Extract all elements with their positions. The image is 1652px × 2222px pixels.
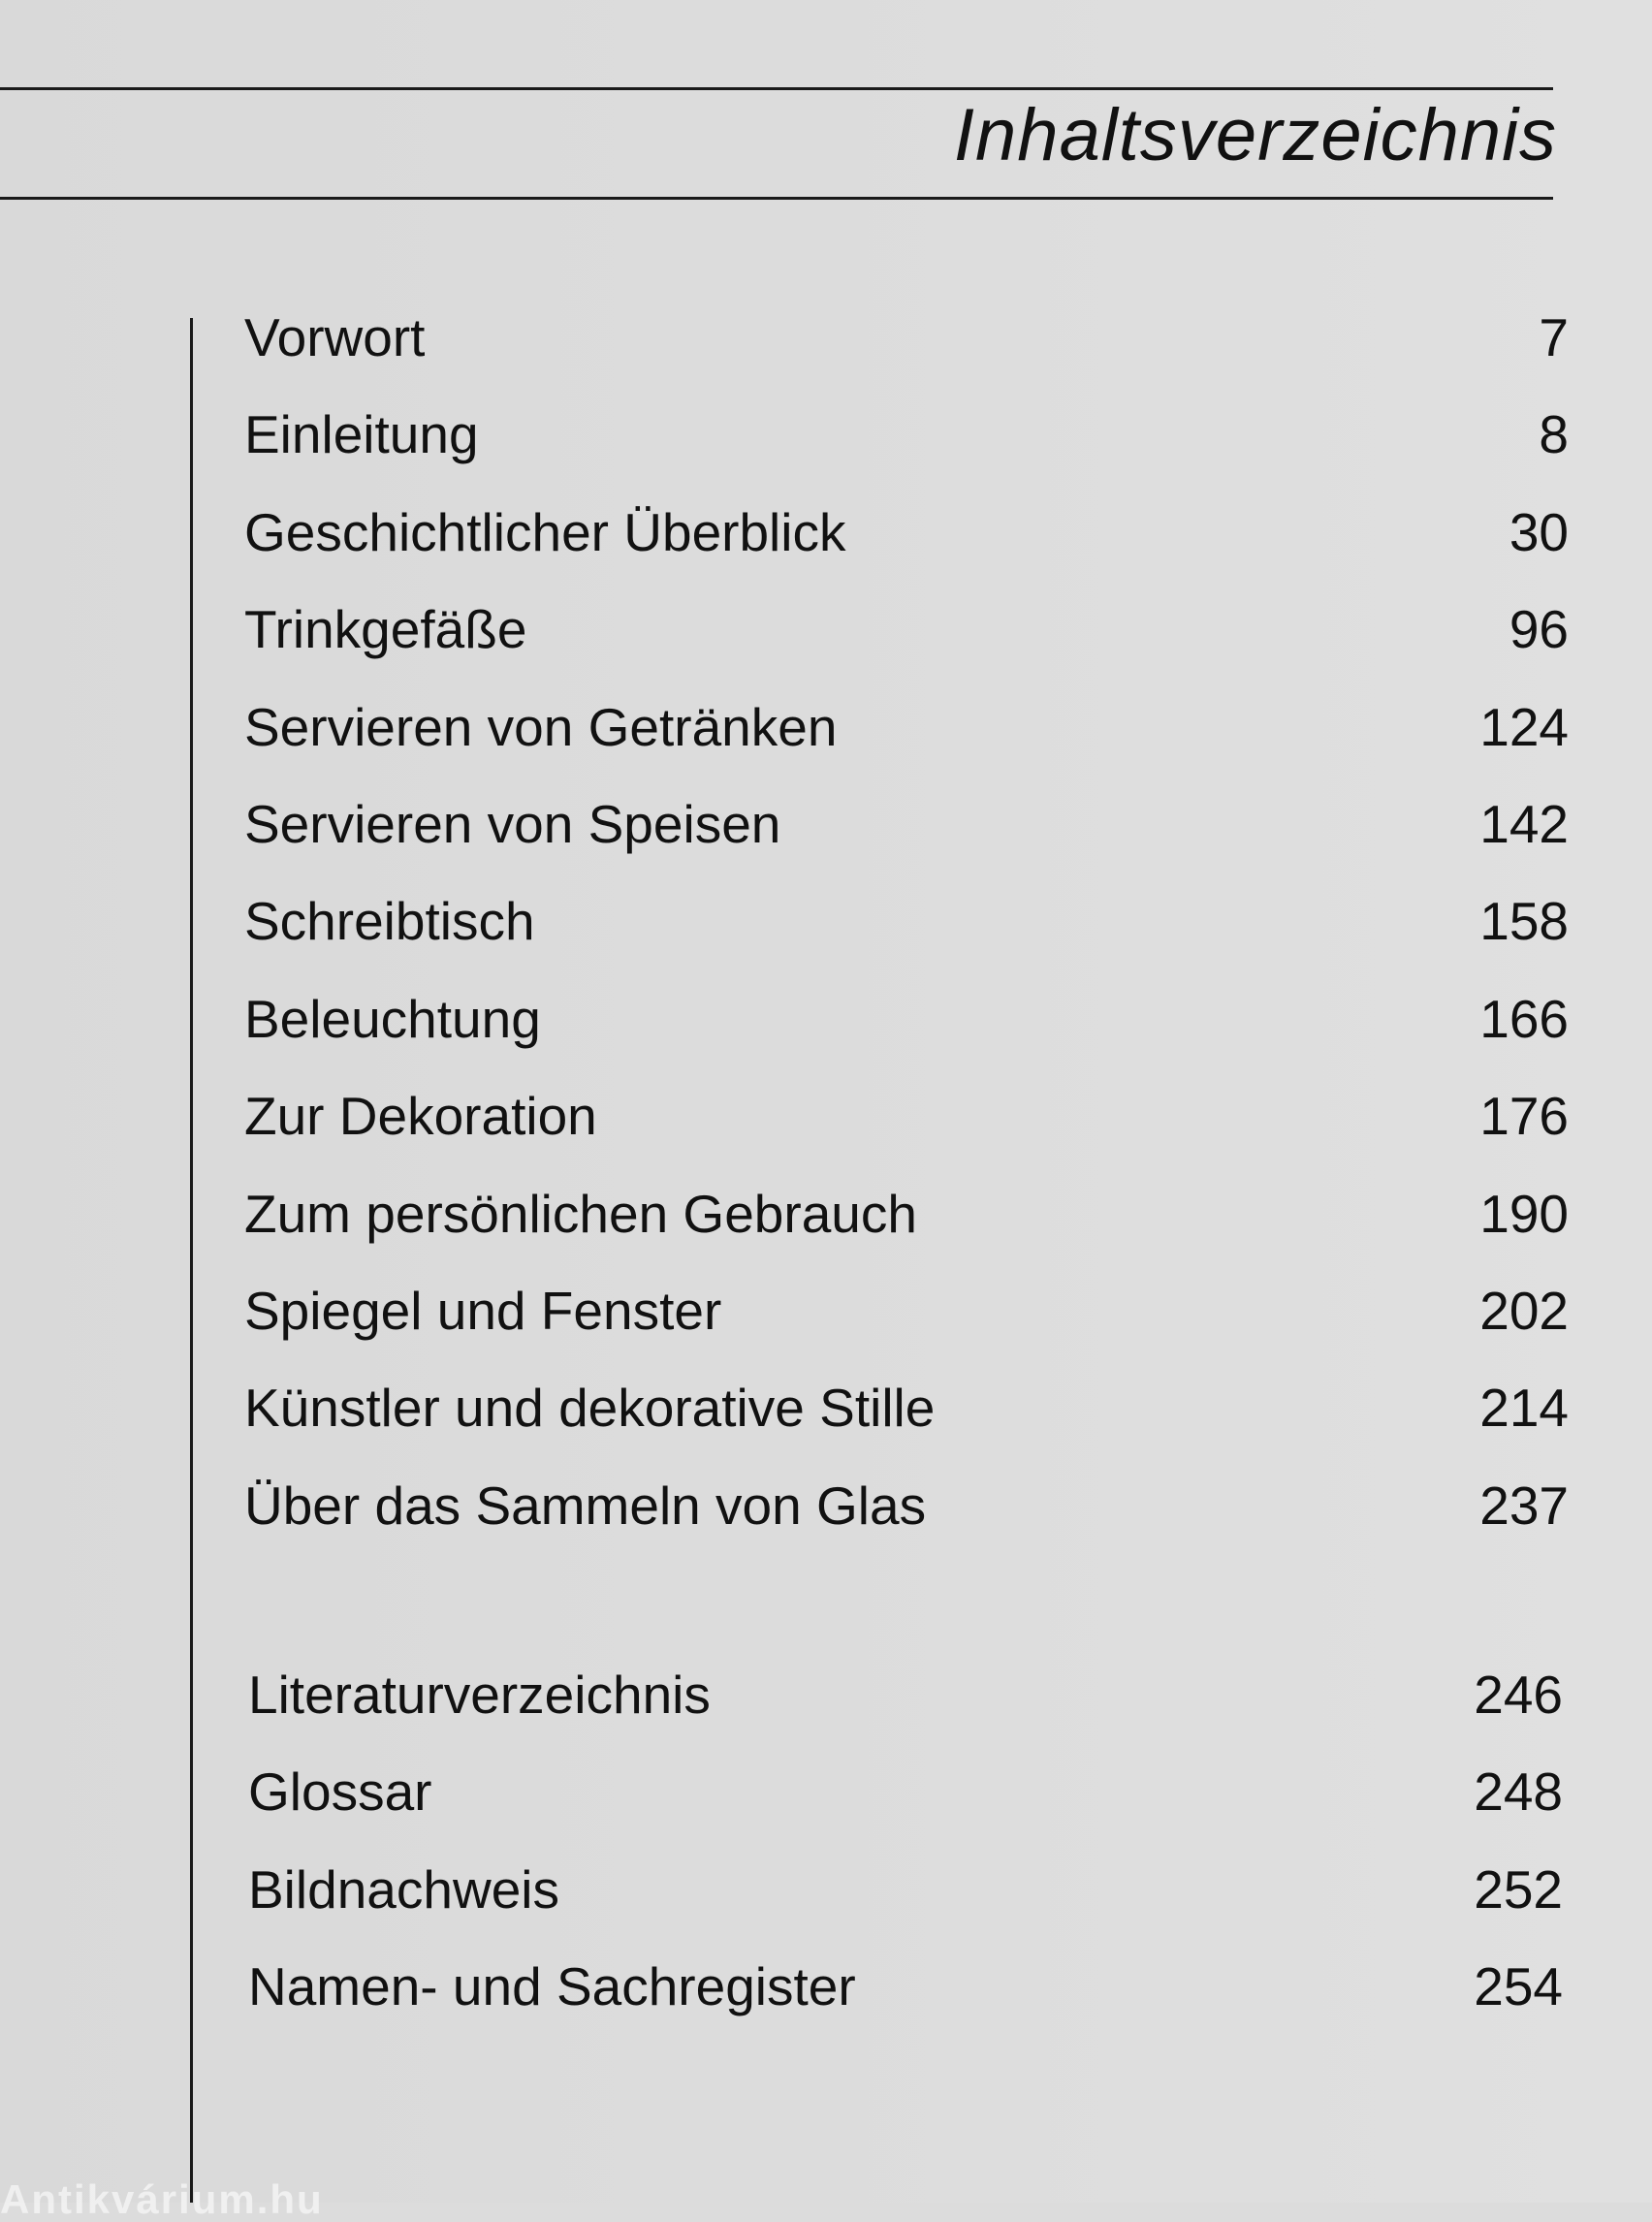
toc-entry-page: 96 <box>1509 599 1569 660</box>
appendix-entry-title: Namen- und Sachregister <box>248 1956 856 2017</box>
toc-entry-title: Vorwort <box>244 307 426 367</box>
appendix-entry-page: 246 <box>1474 1665 1563 1725</box>
appendix-entry <box>248 1853 1563 1950</box>
toc-entry <box>244 397 1569 494</box>
toc-entry-title: Geschichtlicher Überblick <box>244 501 846 562</box>
appendix-entry-page: 248 <box>1474 1762 1563 1823</box>
toc-entry-page: 7 <box>1539 307 1569 367</box>
toc-entry-page: 158 <box>1479 891 1569 952</box>
toc-entry-page: 237 <box>1479 1475 1569 1536</box>
toc-entry-title: Künstler und dekorative Stille <box>244 1378 936 1439</box>
toc-entry <box>244 592 1569 689</box>
toc-entry-page: 30 <box>1509 501 1569 562</box>
toc-entry-page: 166 <box>1479 988 1569 1049</box>
toc-entry <box>244 1371 1569 1468</box>
toc-entry-page: 142 <box>1479 793 1569 854</box>
toc-entry-title: Schreibtisch <box>244 891 535 952</box>
toc-entry-page: 124 <box>1479 696 1569 757</box>
toc-entry <box>244 495 1569 592</box>
toc-entry-title: Beleuchtung <box>244 988 541 1049</box>
toc-entry-page: 190 <box>1479 1183 1569 1244</box>
appendix-entry <box>248 1755 1563 1852</box>
watermark: Antikvárium.hu <box>0 2176 324 2222</box>
toc-entry <box>244 1469 1569 1566</box>
toc-entry-title: Über das Sammeln von Glas <box>244 1475 927 1536</box>
toc-entry <box>244 1177 1569 1274</box>
toc-entry-title: Zur Dekoration <box>244 1086 597 1147</box>
toc-entry <box>244 1079 1569 1176</box>
toc-entry-title: Spiegel und Fenster <box>244 1280 722 1341</box>
appendix-entry-page: 254 <box>1474 1956 1563 2017</box>
toc-entry-page: 8 <box>1539 404 1569 465</box>
toc-entry-page: 214 <box>1479 1378 1569 1439</box>
toc-entry <box>244 982 1569 1079</box>
toc-entry-title: Trinkgefäße <box>244 599 527 660</box>
toc-entry-title: Servieren von Getränken <box>244 696 838 757</box>
toc-entry-page: 176 <box>1479 1086 1569 1147</box>
toc-entry-page: 202 <box>1479 1280 1569 1341</box>
top-rule <box>0 87 1553 90</box>
appendix-entry-page: 252 <box>1474 1858 1563 1920</box>
appendix-list <box>248 1658 1563 2047</box>
bottom-rule <box>0 197 1553 200</box>
page-title: Inhaltsverzeichnis <box>953 94 1557 176</box>
appendix-entry-title: Bildnachweis <box>248 1858 560 1920</box>
toc-entry-title: Servieren von Speisen <box>244 793 781 854</box>
toc-entry <box>244 1274 1569 1371</box>
appendix-entry-title: Literaturverzeichnis <box>248 1665 711 1725</box>
toc-entry <box>244 301 1569 397</box>
toc-entry <box>244 690 1569 787</box>
toc-entry-title: Zum persönlichen Gebrauch <box>244 1183 917 1244</box>
toc-entry <box>244 787 1569 884</box>
toc-entry-title: Einleitung <box>244 404 479 465</box>
appendix-entry <box>248 1658 1563 1755</box>
toc-entry <box>244 884 1569 981</box>
toc-list <box>244 301 1569 1566</box>
vertical-rule <box>190 318 193 2203</box>
appendix-entry-title: Glossar <box>248 1762 432 1823</box>
appendix-entry <box>248 1950 1563 2047</box>
